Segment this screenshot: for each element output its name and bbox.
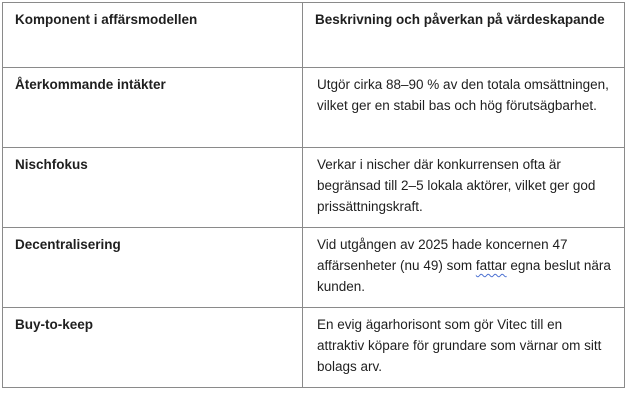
description-cell: En evig ägarhorisont som gör Vitec till en attraktiv köpare för grundare som värnar om sitt bolags arv. — [303, 308, 625, 388]
business-model-table — [2, 2, 625, 388]
table-row — [3, 68, 625, 148]
table-header-row — [3, 3, 625, 68]
description-cell: Verkar i nischer där konkurrensen ofta är begränsad till 2–5 lokala aktörer, vilket ger god prissättningskraft. — [303, 148, 625, 228]
description-text: egna beslut nära kunden. — [317, 258, 611, 294]
component-cell: Buy-to-keep — [3, 308, 303, 388]
table-row — [3, 148, 625, 228]
description-cell — [303, 228, 625, 308]
table-row — [3, 228, 625, 308]
table-row — [3, 308, 625, 388]
header-component: Komponent i affärsmodellen — [3, 3, 303, 68]
description-text: Vid utgången av 2025 hade koncernen 47 affärsenheter (nu 49) som — [317, 237, 568, 273]
spellcheck-flagged-word[interactable]: fattar — [475, 258, 507, 273]
description-cell: Utgör cirka 88–90 % av den totala omsättningen, vilket ger en stabil bas och hög förutsägbarhet. — [303, 68, 625, 148]
header-description: Beskrivning och påverkan på värdeskapande — [303, 3, 625, 68]
component-cell: Återkommande intäkter — [3, 68, 303, 148]
component-cell: Nischfokus — [3, 148, 303, 228]
component-cell: Decentralisering — [3, 228, 303, 308]
